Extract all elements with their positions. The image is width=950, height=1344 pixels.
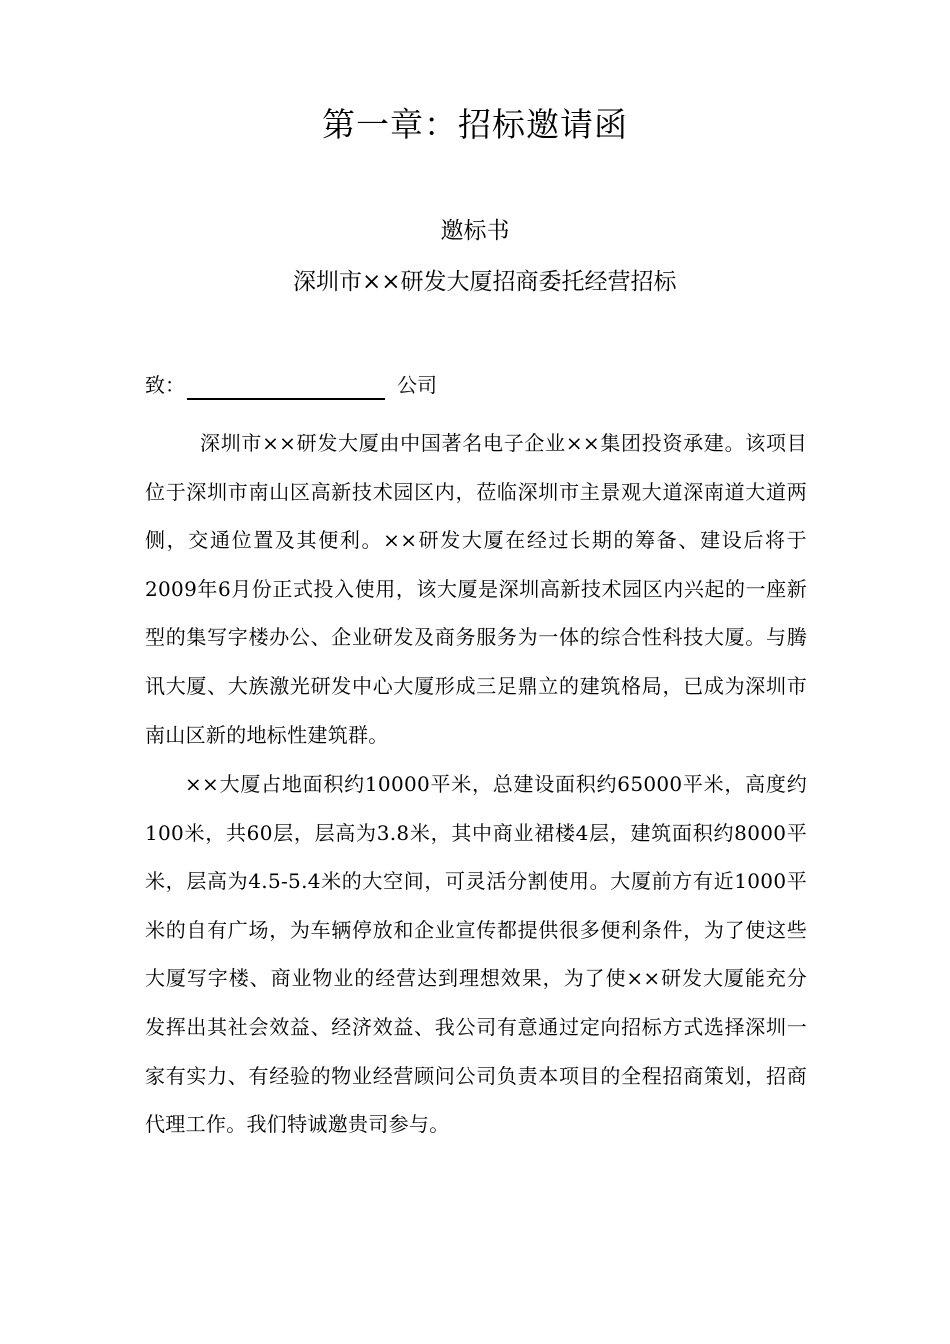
body-paragraph-2: ××大厦占地面积约10000平米，总建设面积约65000平米，高度约100米，共60层，层高为3.8米，其中商业裙楼4层，建筑面积约8000平米，层高为4.5-5.4米的大空间，可灵活分割使用。大厦前方有近1000平米的自有广场，为车辆停放和企业宣传都提供很多便利条件，为了使这些大厦写字楼、商业物业的经营达到理想效果，为了使××研发大厦能充分发挥出其社会效益、经济效益、我公司有意通过定向招标方式选择深圳一家有实力、有经验的物业经营顾问公司负责本项目的全程招商策划，招商代理工作。我们特诚邀贵司参与。: [145, 772, 807, 1137]
addressee-suffix: 公司: [397, 373, 437, 397]
body-paragraph-1: 深圳市××研发大厦由中国著名电子企业××集团投资承建。该项目位于深圳市南山区高新技术园区内，莅临深圳市主景观大道深南道大道两侧，交通位置及其便利。××研发大厦在经过长期的筹备、建设后将于2009年6月份正式投入使用，该大厦是深圳高新技术园区内兴起的一座新型的集写字楼办公、企业研发及商务服务为一体的综合性科技大厦。与腾讯大厦、大族激光研发中心大厦形成三足鼎立的建筑格局，已成为深圳市南山区新的地标性建筑群。: [145, 431, 807, 747]
document-title: 邀标书: [440, 218, 510, 244]
document-subtitle: 深圳市××研发大厦招商委托经营招标: [293, 269, 677, 295]
addressee-prefix: 致：: [145, 373, 185, 397]
addressee-blank-field: [187, 374, 385, 400]
addressee-line: [145, 370, 437, 400]
chapter-title: 第一章：招标邀请函: [322, 105, 628, 144]
